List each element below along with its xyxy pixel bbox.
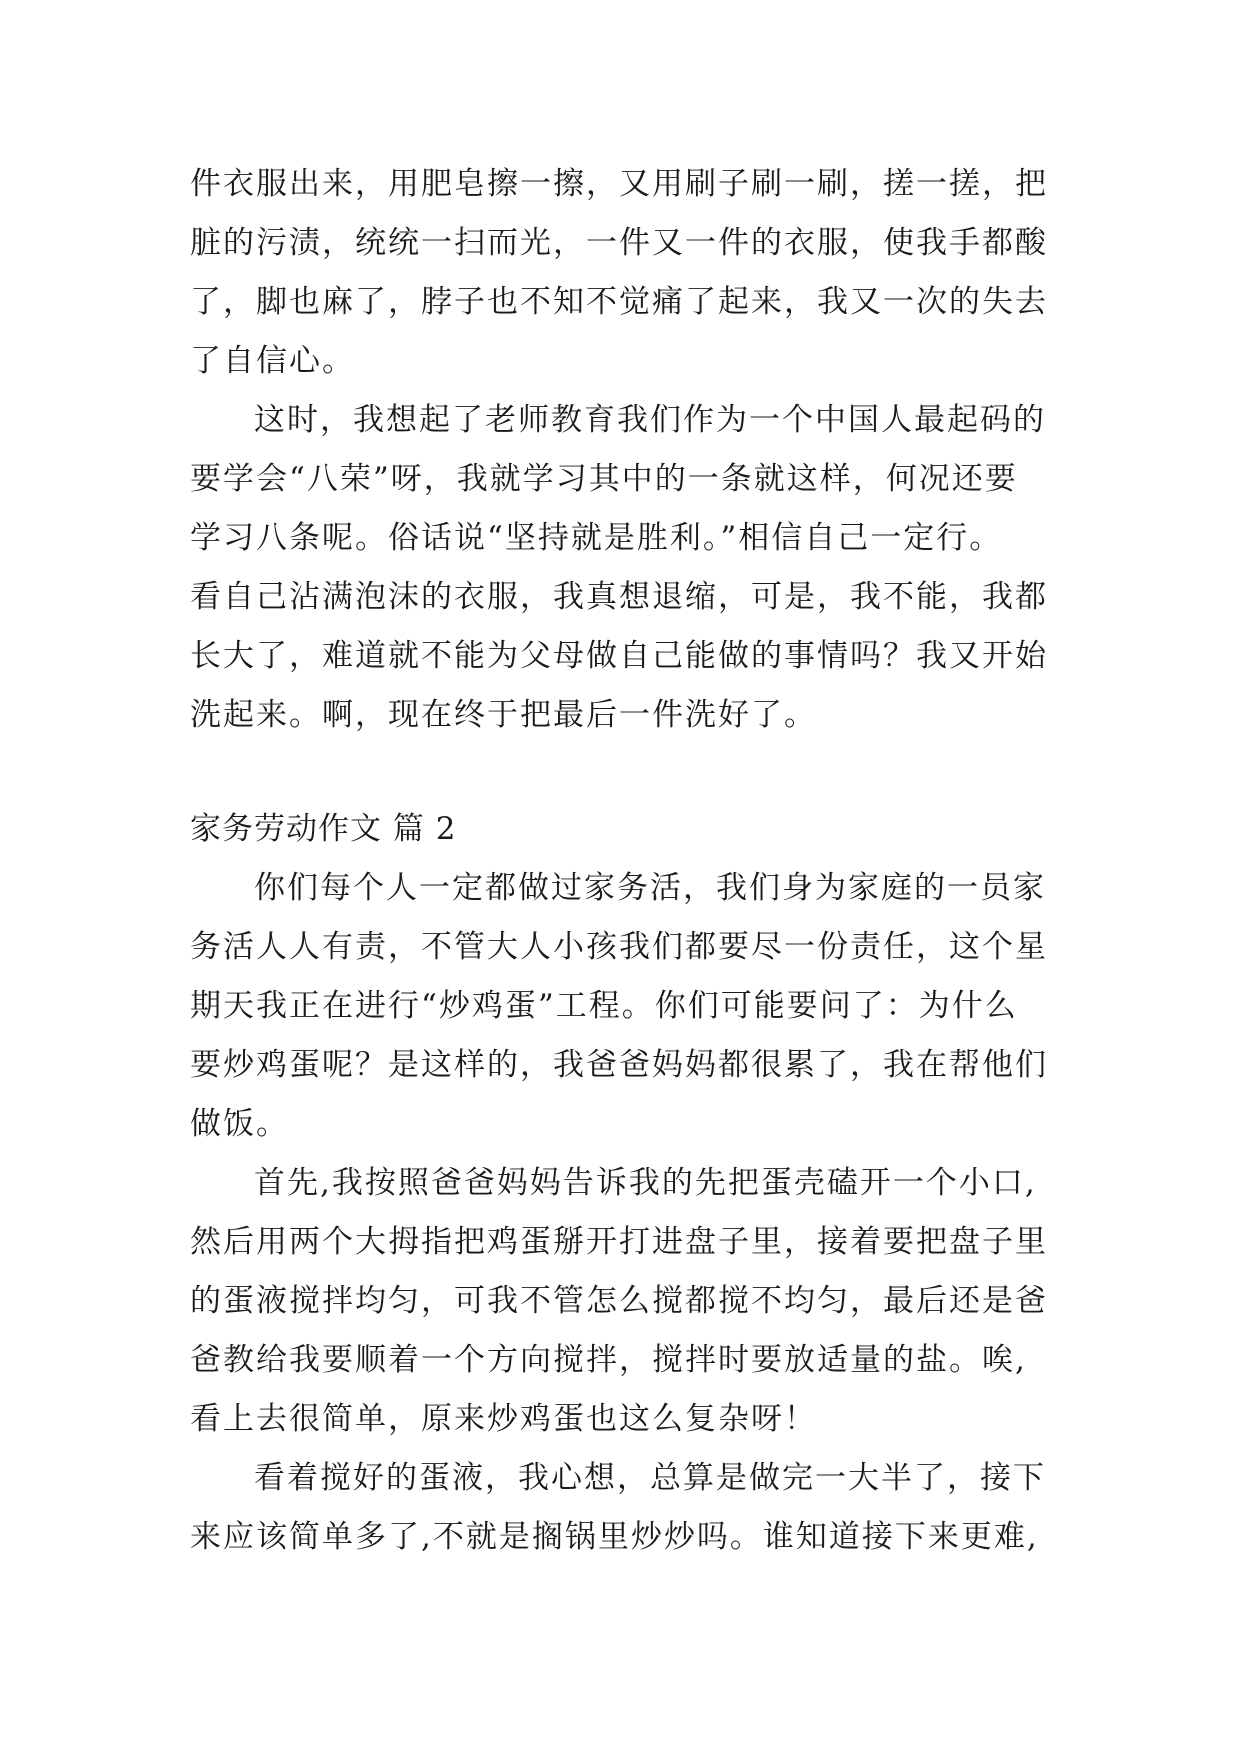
text-line: 来应该简单多了,不就是搁锅里炒炒吗。谁知道接下来更难,: [190, 1519, 1039, 1555]
paragraph-first-line: 看着搅好的蛋液，我心想，总算是做完一大半了，接下: [254, 1460, 1046, 1496]
text-line: 爸教给我要顺着一个方向搅拌，搅拌时要放适量的盐。唉,: [190, 1342, 1027, 1378]
text-line: 看自己沾满泡沫的衣服，我真想退缩，可是，我不能，我都: [190, 579, 1048, 615]
text-line: 脏的污渍，统统一扫而光，一件又一件的衣服，使我手都酸: [190, 225, 1048, 261]
text-block-1: [190, 155, 1050, 745]
section-heading: 家务劳动作文 篇 2: [190, 811, 457, 847]
paragraph-first-line: 你们每个人一定都做过家务活，我们身为家庭的一员家: [254, 870, 1046, 906]
text-line: 看上去很简单，原来炒鸡蛋也这么复杂呀！: [190, 1401, 817, 1437]
text-line: 务活人人有责，不管大人小孩我们都要尽一份责任，这个星: [190, 929, 1048, 965]
text-line: 长大了，难道就不能为父母做自己能做的事情吗？我又开始: [190, 638, 1048, 674]
text-line: 然后用两个大拇指把鸡蛋掰开打进盘子里，接着要把盘子里: [190, 1224, 1048, 1260]
paragraph-first-line: 这时，我想起了老师教育我们作为一个中国人最起码的: [254, 402, 1046, 438]
text-block-2: [190, 859, 1050, 1567]
text-line: 件衣服出来，用肥皂擦一擦，又用刷子刷一刷，搓一搓，把: [190, 166, 1048, 202]
text-line: 洗起来。啊，现在终于把最后一件洗好了。: [190, 697, 817, 733]
text-line: 要学会“八荣”呀，我就学习其中的一条就这样，何况还要: [190, 461, 1018, 497]
text-line: 期天我正在进行“炒鸡蛋”工程。你们可能要问了：为什么: [190, 988, 1018, 1024]
text-line: 要炒鸡蛋呢？是这样的，我爸爸妈妈都很累了，我在帮他们: [190, 1047, 1048, 1083]
text-line: 了自信心。: [190, 343, 355, 379]
paragraph-first-line: 首先,我按照爸爸妈妈告诉我的先把蛋壳磕开一个小口,: [254, 1165, 1037, 1201]
text-line: 做饭。: [190, 1106, 289, 1142]
text-line: 了，脚也麻了，脖子也不知不觉痛了起来，我又一次的失去: [190, 284, 1048, 320]
text-line: 的蛋液搅拌均匀，可我不管怎么搅都搅不均匀，最后还是爸: [190, 1283, 1048, 1319]
text-line: 学习八条呢。俗话说“坚持就是胜利。”相信自己一定行。: [190, 520, 1003, 556]
